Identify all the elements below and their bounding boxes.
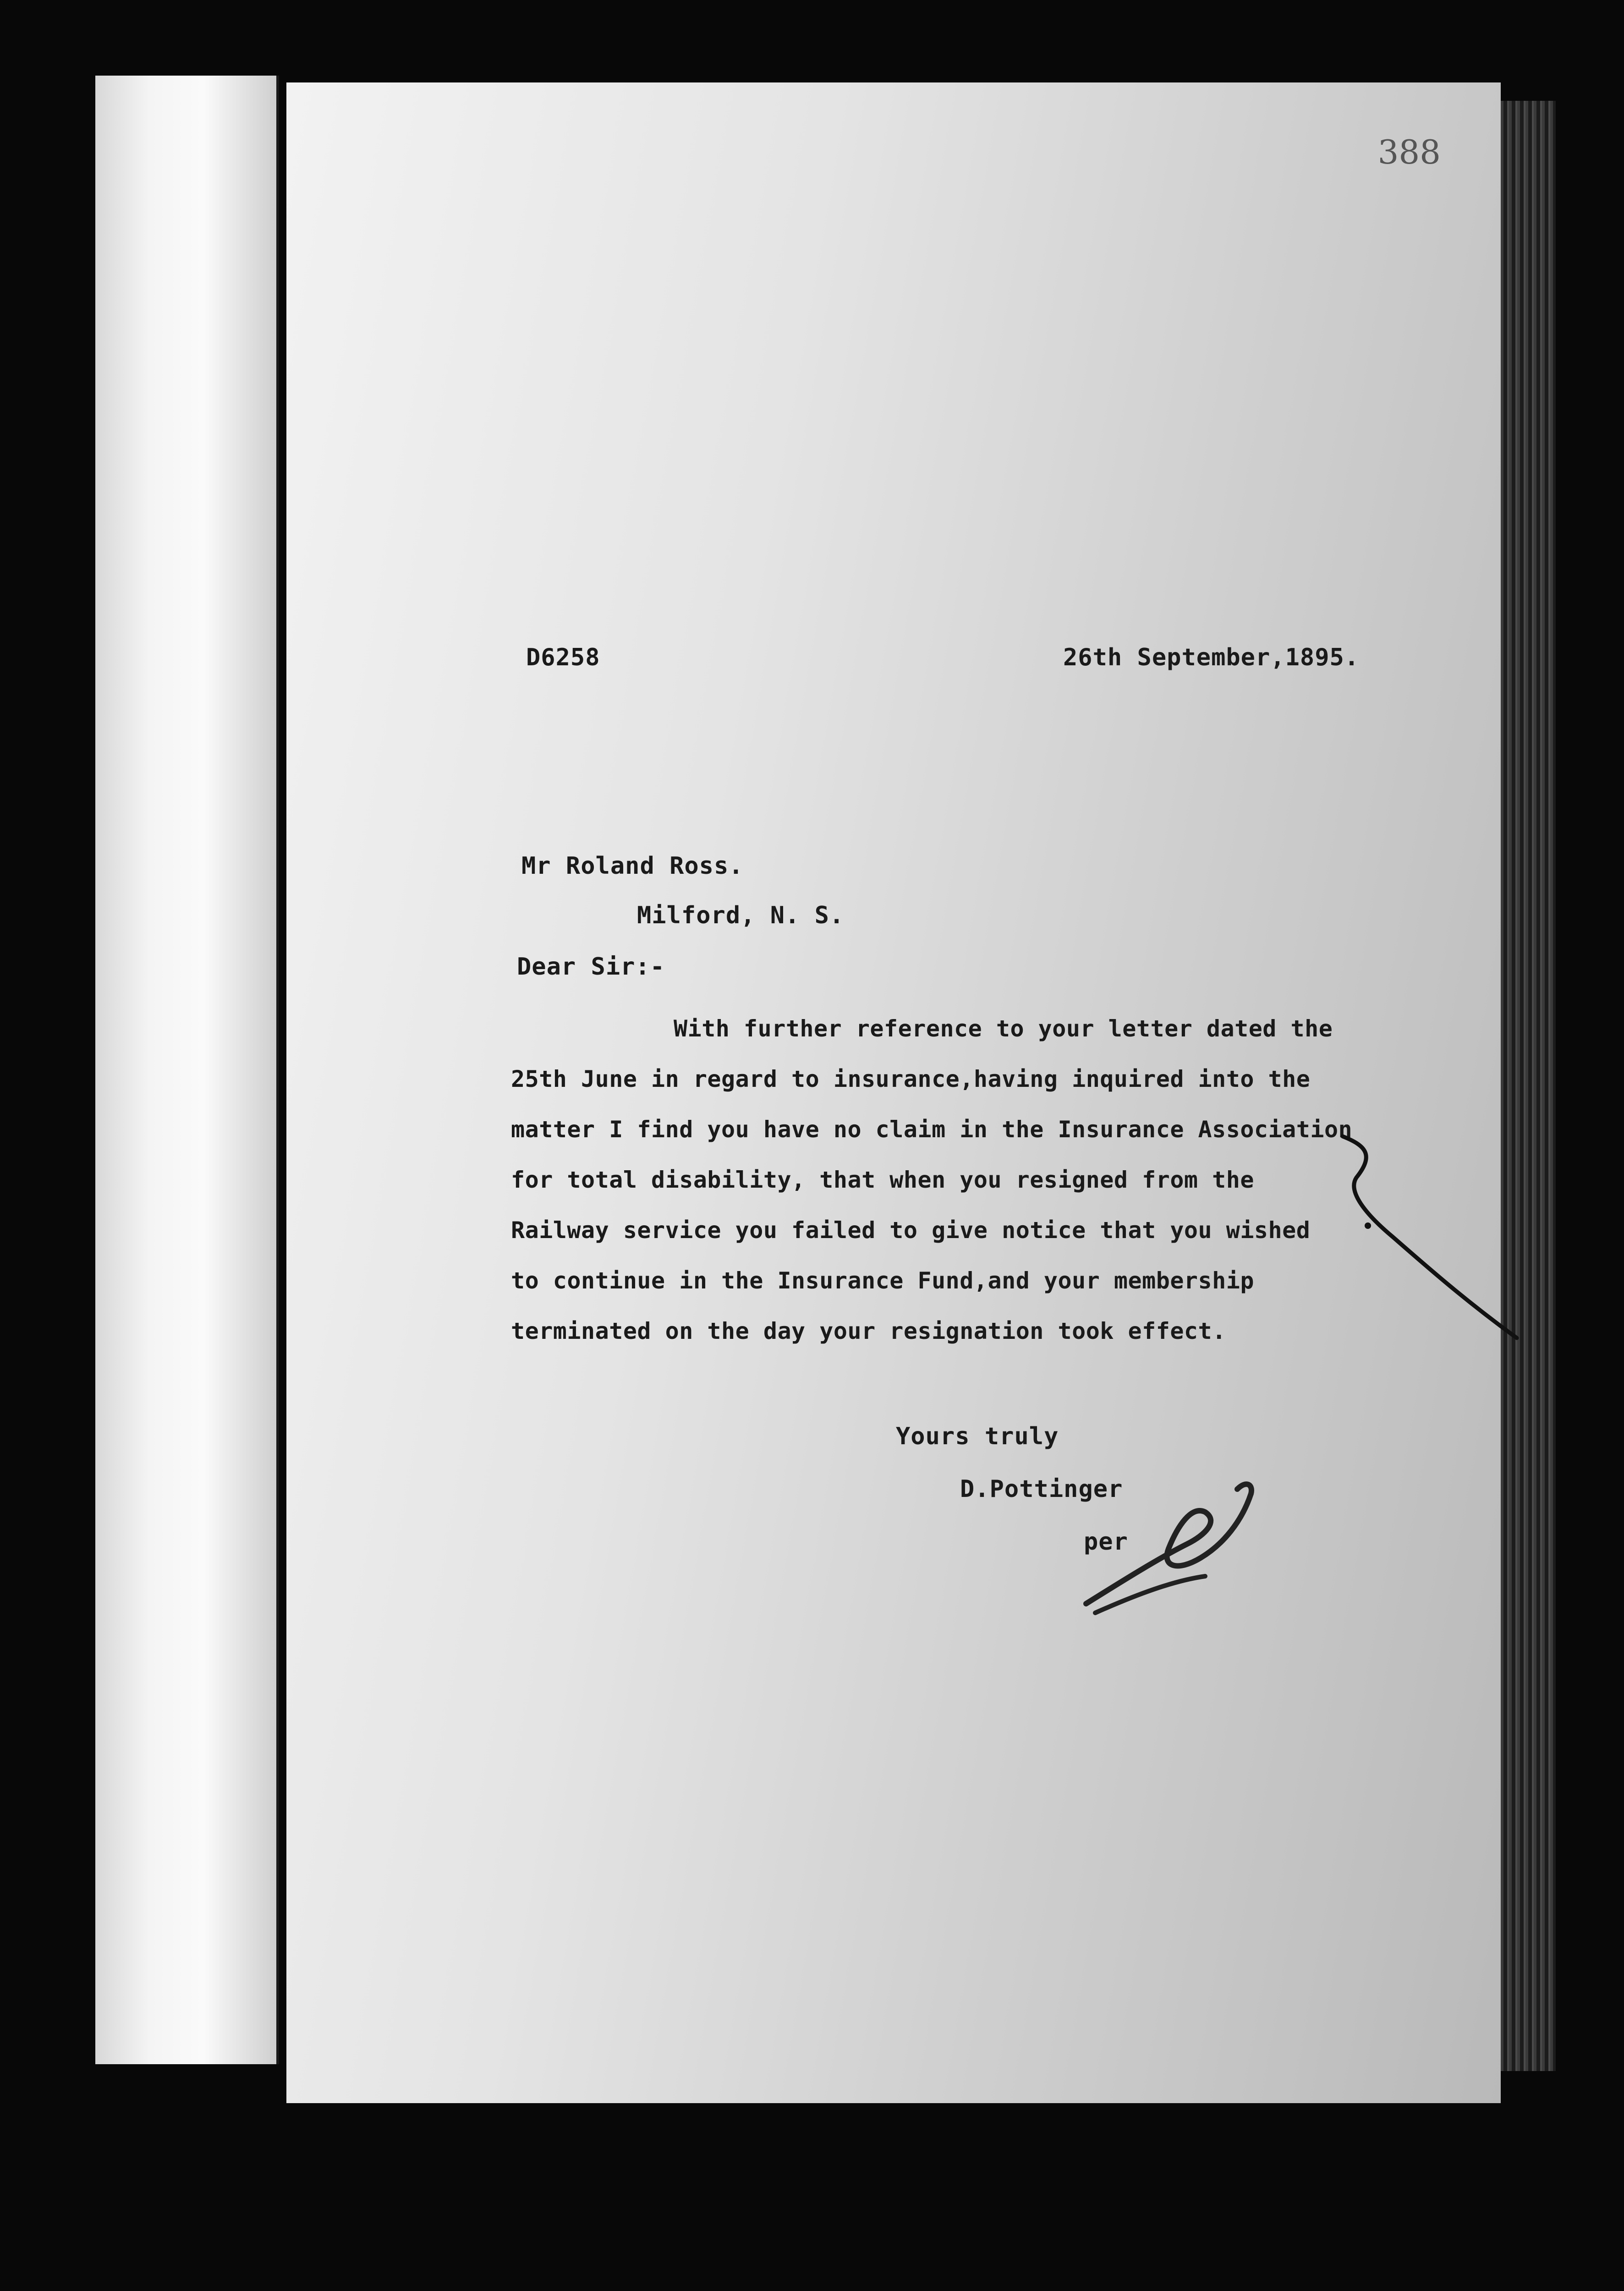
recipient-name: Mr Roland Ross. [521,852,744,880]
salutation: Dear Sir:- [517,953,665,981]
signer-name: D.Pottinger [960,1475,1123,1503]
body-line: 25th June in regard to insurance,having inquired into the [511,1066,1311,1092]
per-label: per [1084,1528,1128,1556]
handwritten-signature [1068,1466,1260,1617]
letter-date: 26th September,1895. [1063,644,1360,671]
letter-body [511,1003,1372,1356]
body-line: Railway service you failed to give notice that you wished [511,1217,1311,1244]
recipient-place: Milford, N. S. [637,902,845,929]
margin-pen-mark [1338,1127,1531,1347]
page-number: 388 [1377,133,1441,171]
folded-page-strip [95,76,279,2064]
body-line: to continue in the Insurance Fund,and your membership [511,1267,1254,1294]
body-line: terminated on the day your resignation took effect. [511,1318,1226,1344]
body-line: With further reference to your letter dated the [674,1015,1333,1042]
body-line: for total disability, that when you resigned from the [511,1167,1254,1193]
letter-reference: D6258 [526,644,600,671]
body-line: matter I find you have no claim in the Insurance Association [511,1116,1353,1143]
closing: Yours truly [896,1423,1059,1450]
book-page-edges [1501,101,1556,2071]
ink-dot [1365,1222,1371,1229]
